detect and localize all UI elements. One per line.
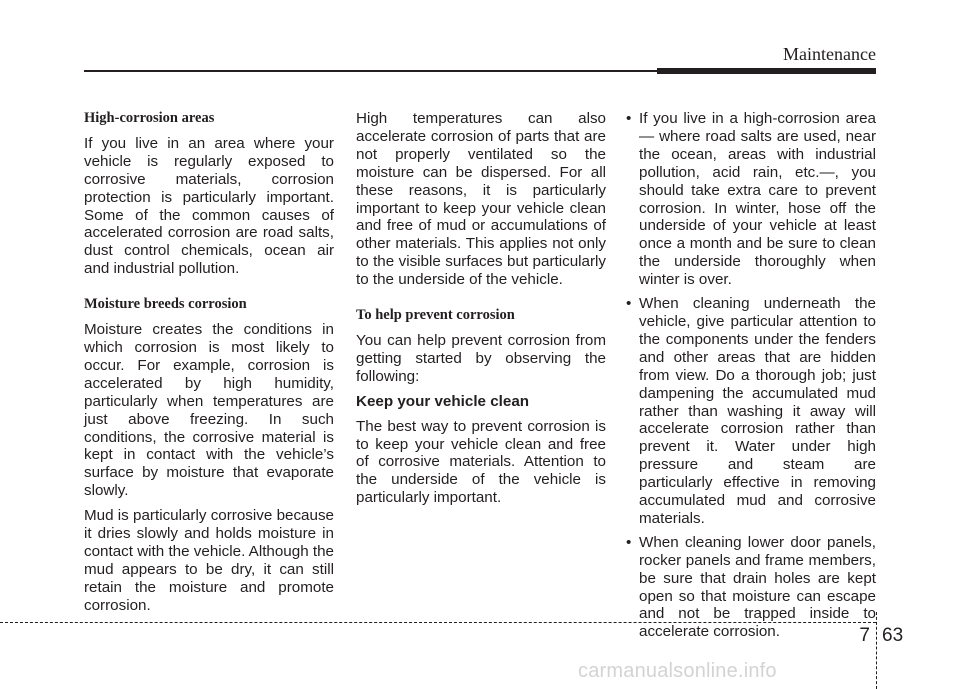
list-item: [626, 295, 876, 528]
paragraph-keep-clean: The best way to prevent corrosion is to keep your vehicle clean and free of corrosive materials. Attention to the underside of the vehicle is particularly important.: [356, 417, 606, 507]
heading-high-corrosion-areas: High-corrosion areas: [84, 110, 215, 126]
paragraph-mud: Mud is particularly corrosive because it dries slowly and holds moisture in contact with the vehicle. Although the mud appears to be dry, it can still retain the moisture and promote corrosion.: [84, 507, 334, 614]
list-item: [626, 110, 876, 289]
bullet-icon: •: [626, 110, 632, 127]
column-2: [356, 110, 606, 514]
list-item-text: When cleaning underneath the vehicle, give particular attention to the components under the fenders and other areas that are hidden from view. Do a thorough job; just dampening the accumulated mud rather than washing it away will accelerate corrosion rather than prevent it. Water under high pressure and steam are particularly effective in removing accumulated mud and corrosive materials.: [639, 295, 876, 527]
column-1: [84, 110, 334, 622]
header-rule-accent: [657, 68, 876, 74]
heading-to-help-prevent-corrosion: To help prevent corrosion: [356, 307, 515, 324]
chapter-number: 7: [859, 625, 870, 646]
heading-keep-vehicle-clean: Keep your vehicle clean: [356, 392, 530, 410]
list-item-text: If you live in a high-corrosion area — where road salts are used, near the ocean, areas with industrial pollution, acid rain, etc.—, you should take extra care to prevent corrosion. In winter, hose off the underside of your vehicle at least once a month and be sure to clean the underside thoroughly when winter is over.: [639, 110, 876, 289]
paragraph-moisture: Moisture creates the conditions in which corrosion is most likely to occur. For example, corrosion is accelerated by high humidity, particularly when temperatures are just above freezing. In such conditions, the corrosive material is kept in contact with the vehicle’s surface by moisture that evaporate slowly.: [84, 321, 334, 500]
footer-divider: [0, 622, 876, 623]
page-number: 63: [882, 625, 904, 646]
watermark: carmanualsonline.info: [578, 660, 777, 682]
heading-moisture-breeds-corrosion: Moisture breeds corrosion: [84, 296, 247, 313]
paragraph-prevent-intro: You can help prevent corrosion from getting started by observing the following:: [356, 331, 606, 385]
bullet-list: [626, 110, 876, 641]
section-title: Maintenance: [783, 44, 876, 64]
list-item: [626, 534, 876, 641]
bullet-icon: •: [626, 533, 632, 551]
header-rule: [84, 70, 657, 72]
bullet-icon: •: [626, 295, 632, 313]
list-item-text: When cleaning lower door panels, rocker panels and frame members, be sure that drain holes are kept open so that moisture can escape and not be trapped inside to accelerate corrosion.: [639, 533, 876, 641]
paragraph-high-corrosion: If you live in an area where your vehicle is regularly exposed to corrosive materials, corrosion protection is particularly important. Some of the common causes of accelerated corrosion are road salts, dust control chemicals, ocean air and industrial pollution.: [84, 134, 334, 278]
paragraph-high-temperatures: High temperatures can also accelerate corrosion of parts that are not properly ventilated so the moisture can be dispersed. For all these reasons, it is particularly important to keep your vehicle clean and free of mud or accumulations of other materials. This applies not only to the visible surfaces but particularly to the underside of the vehicle.: [356, 110, 606, 289]
column-3: [626, 110, 876, 647]
footer-page-divider: [876, 612, 877, 689]
